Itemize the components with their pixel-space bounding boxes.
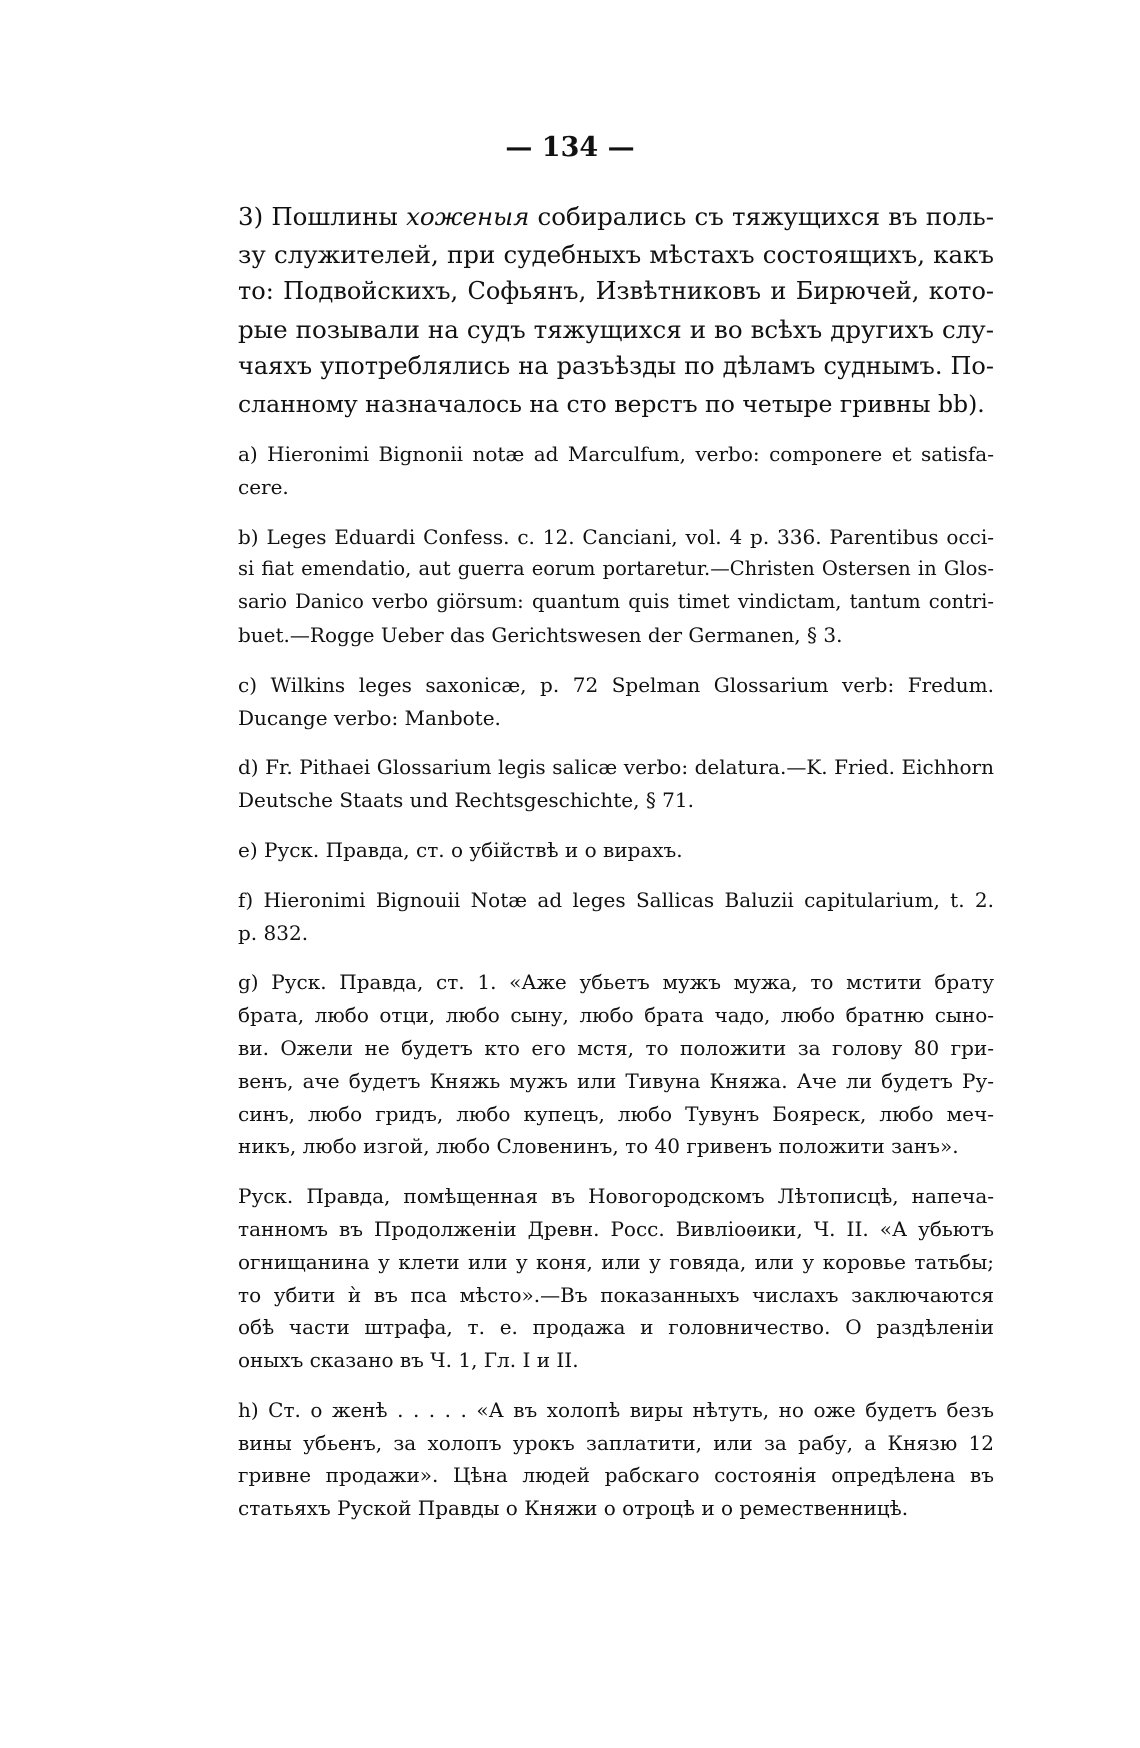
footnote-line: sario Danico verbo giörsum: quantum quis timet vindictam, tantum contri- <box>238 590 994 614</box>
footnote-line: обѣ части штрафа, т. е. продажа и головничество. О раздѣленіи <box>238 1315 994 1340</box>
main-line: 3) Пошлины хоженыя собирались съ тяжущихся въ поль- <box>238 202 995 231</box>
footnote-line: то убити ѝ въ пса мѣсто».—Въ показанныхъ числахъ заключаются <box>238 1282 994 1307</box>
footnote-h <box>238 1394 994 1524</box>
footnote-line: Руск. Правда, помѣщенная въ Новогородскомъ Лѣтописцѣ, напеча- <box>238 1184 994 1209</box>
footnote-d <box>238 751 994 817</box>
footnote-line: гривне продажи». Цѣна людей рабскаго состоянія опредѣлена въ <box>238 1463 994 1488</box>
page-number: — 134 — <box>505 132 635 163</box>
footnote-line: cere. <box>238 474 289 499</box>
footnote-g-continuation <box>238 1180 994 1377</box>
footnote-line: синъ, любо гридъ, любо купецъ, любо Тувунъ Бояреск, любо меч- <box>238 1101 994 1126</box>
footnote-line: f) Hieronimi Bignouii Notæ ad leges Sallicas Baluzii capitularium, t. 2. <box>238 887 994 912</box>
footnote-line: огнищанина у клети или у коня, или у говяда, или у коровье татьбы; <box>238 1249 994 1274</box>
main-line: зу служителей, при судебныхъ мѣстахъ состоящихъ, какъ <box>238 239 994 269</box>
footnote-c <box>238 669 994 735</box>
footnote-line: ви. Ожели не будетъ кто его мстя, то положити за голову 80 гри- <box>238 1035 994 1060</box>
footnote-line: g) Руск. Правда, ст. 1. «Аже убьетъ мужъ мужа, то мстити брату <box>238 970 994 995</box>
main-paragraph <box>238 198 994 423</box>
footnote-line: Ducange verbo: Manbote. <box>238 705 501 730</box>
footnotes <box>238 438 994 1541</box>
main-line: то: Подвойскихъ, Софьянъ, Извѣтниковъ и Бирючей, кото- <box>238 277 994 305</box>
footnote-e <box>238 834 994 867</box>
footnote-line: buet.—Rogge Ueber das Gerichtswesen der Germanen, § 3. <box>238 622 843 647</box>
footnote-f <box>238 884 994 950</box>
main-line: чаяхъ употреблялись на разъѣзды по дѣламъ суднымъ. По- <box>238 352 994 380</box>
main-line: сланному назначалось на сто верстъ по четыре гривны bb). <box>238 389 985 418</box>
footnote-line: вины убьенъ, за холопъ урокъ заплатити, или за рабу, а Князю 12 <box>238 1430 994 1455</box>
footnote-line: si fiat emendatio, aut guerra eorum portaretur.—Christen Ostersen in Glos- <box>238 557 994 581</box>
footnote-line: статьяхъ Руской Правды о Княжи о отроцѣ и о ремественницѣ. <box>238 1495 909 1520</box>
footnote-line: c) Wilkins leges saxonicæ, p. 72 Spelman Glossarium verb: Fredum. <box>238 672 994 697</box>
footnote-line: венъ, аче будетъ Княжь мужъ или Тивуна Княжа. Аче ли будетъ Ру- <box>238 1068 994 1093</box>
footnote-a <box>238 438 994 504</box>
footnote-line: никъ, любо изгой, любо Словенинъ, то 40 гривенъ положити занъ». <box>238 1134 959 1159</box>
footnote-line: оныхъ сказано въ Ч. 1, Гл. I и II. <box>238 1348 579 1373</box>
footnote-line: брата, любо отци, любо сыну, любо брата чадо, любо братню сыно- <box>238 1003 994 1028</box>
footnote-line: a) Hieronimi Bignonii notæ ad Marculfum, verbo: componere et satisfa- <box>238 442 994 466</box>
main-line: рые позывали на судъ тяжущихся и во всѣхъ другихъ слу- <box>238 314 994 344</box>
footnote-line: b) Leges Eduardi Confess. c. 12. Canciani, vol. 4 p. 336. Parentibus occi- <box>238 524 994 549</box>
footnote-g <box>238 966 994 1163</box>
footnote-line: танномъ въ Продолженіи Древн. Росс. Вивліоѳики, Ч. II. «А убьютъ <box>238 1216 994 1241</box>
footnote-line: p. 832. <box>238 920 309 945</box>
footnote-line: h) Ст. о женѣ . . . . . «А въ холопѣ виры нѣтуть, но оже будетъ безъ <box>238 1397 994 1422</box>
footnote-line: d) Fr. Pithaei Glossarium legis salicæ verbo: delatura.—K. Fried. Eichhorn <box>238 755 994 780</box>
footnote-b <box>238 521 994 652</box>
footnote-line: e) Руск. Правда, ст. о убійствѣ и о вирахъ. <box>238 837 683 862</box>
footnote-line: Deutsche Staats und Rechtsgeschichte, § 71. <box>238 788 694 813</box>
